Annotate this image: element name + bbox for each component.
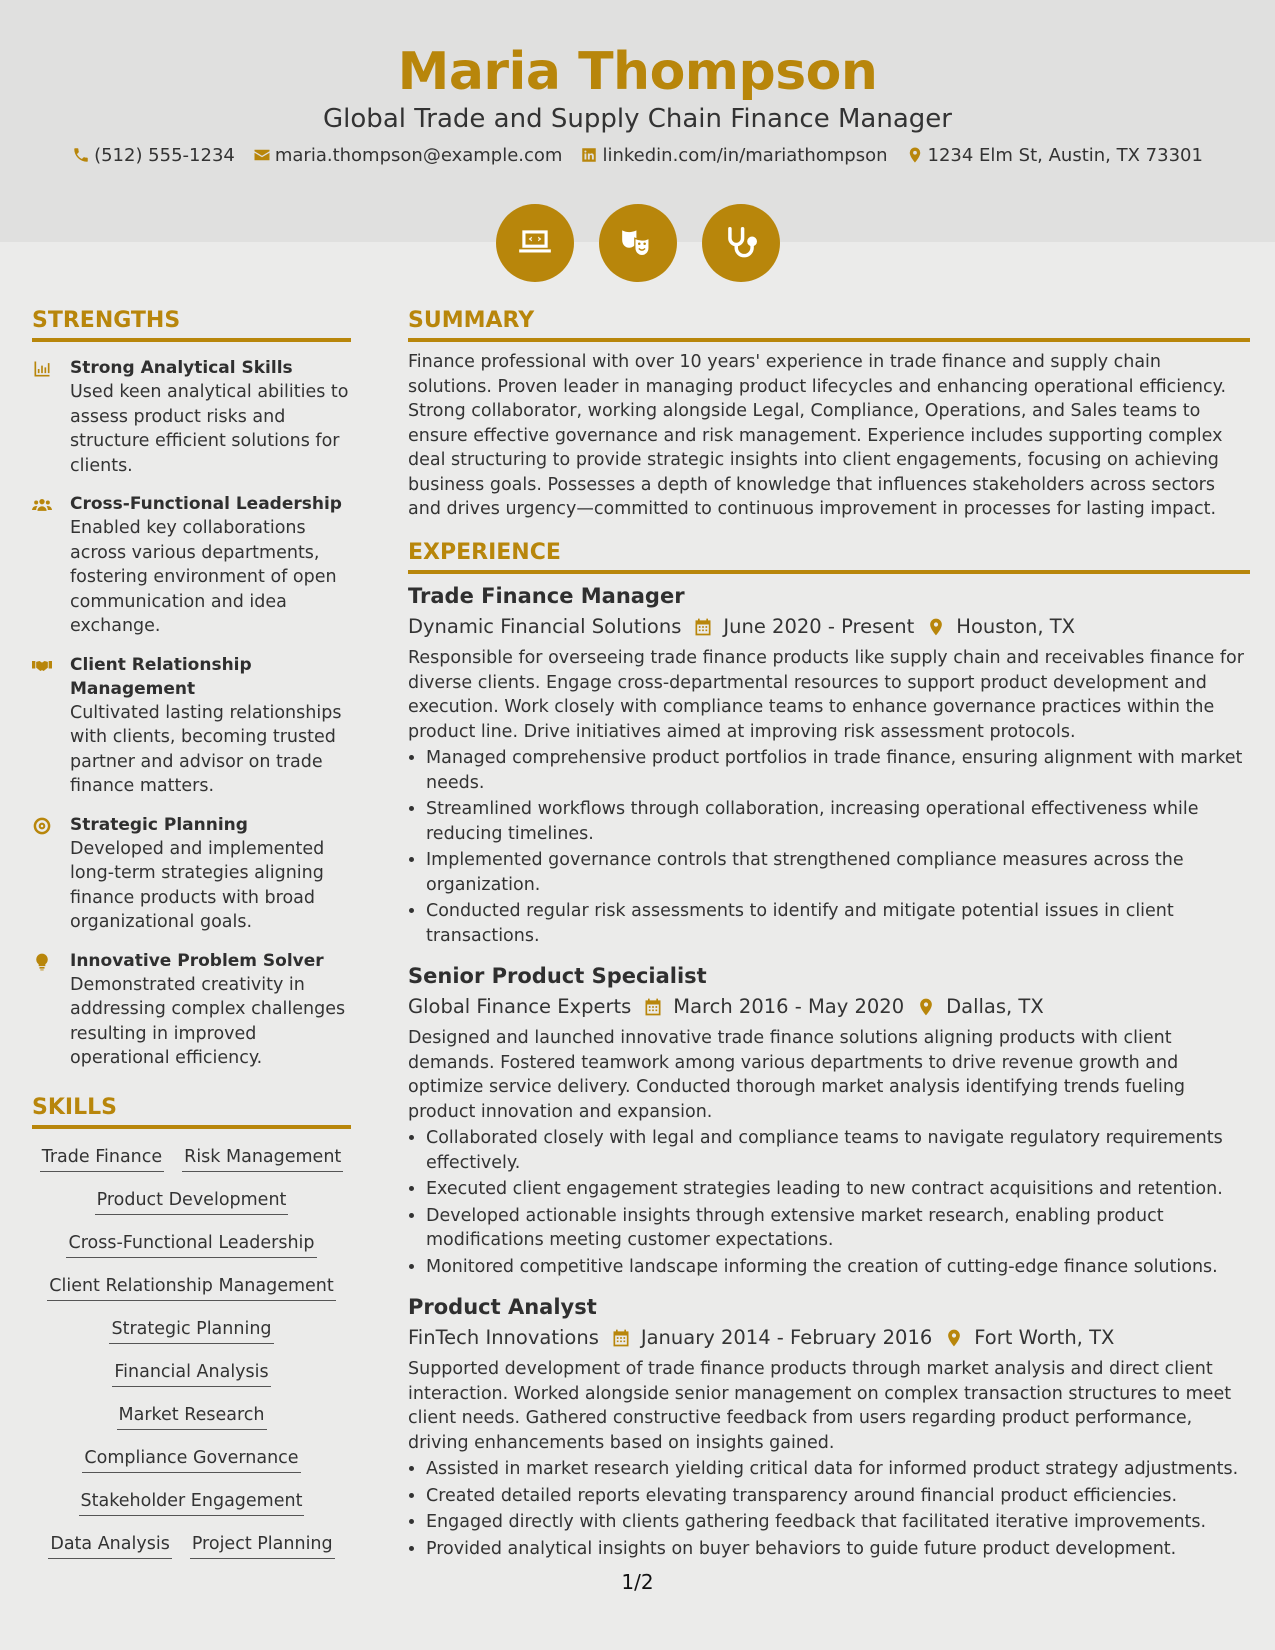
chart-bar-icon [32,359,52,379]
skill-tag: Cross-Functional Leadership [66,1231,316,1258]
summary-heading: SUMMARY [408,308,1250,342]
calendar-icon [693,617,713,637]
bullseye-icon [32,816,52,836]
job-description: Responsible for overseeing trade finance products like supply chain and receivables finance for diverse clients. Engage cross-departmental resources to support product development and execution. Work closely with compliance teams to enhance governance practices within the product line. Drive initiatives aimed at improving risk assessment protocols. [408,648,1244,742]
calendar-icon [611,1328,631,1348]
page-number: 1/2 [621,1570,654,1594]
skills-heading: SKILLS [32,1095,351,1129]
linkedin-icon [580,146,598,164]
job-company: Dynamic Financial Solutions [408,615,682,639]
job-title: Product Analyst [408,1295,597,1320]
skill-tag: Financial Analysis [112,1360,270,1387]
map-pin-icon [916,997,936,1017]
lightbulb-icon [32,952,52,972]
job-bullet: • Monitored competitive landscape informing the creation of cutting-edge finance solutions. [426,1255,1250,1280]
laptop-code-icon [516,224,554,262]
stethoscope-badge [702,204,780,282]
job-bullets [426,746,1250,948]
job-bullets [426,1457,1250,1561]
contact-bar [0,145,1275,166]
job-bullets [426,1126,1250,1279]
job-bullet: • Conducted regular risk assessments to identify and mitigate potential issues in client transactions. [426,899,1250,948]
users-icon [32,495,52,515]
contact-email[interactable] [253,145,563,166]
strength-item [32,356,351,478]
resume-header [0,44,1275,166]
right-column [408,308,1250,1561]
strength-item [32,949,351,1071]
strength-desc: Developed and implemented long-term strategies aligning finance products with broad organizational goals. [70,838,325,933]
skill-tag: Compliance Governance [82,1446,300,1473]
job-location: Fort Worth, TX [974,1326,1115,1350]
skill-tag: Strategic Planning [109,1317,273,1344]
linkedin-text: linkedin.com/in/mariathompson [602,144,888,166]
skill-tag: Stakeholder Engagement [79,1489,305,1516]
job-bullet: • Implemented governance controls that strengthened compliance measures across the organization. [426,848,1250,897]
job-entry [408,582,1250,948]
strength-item [32,653,351,799]
job-company: Global Finance Experts [408,995,632,1019]
summary-text: Finance professional with over 10 years' experience in trade finance and supply chain solutions. Proven leader in managing product lifecycles and enhancing operational efficiency. Strong collaborator, working alongside Legal, Compliance, Operations, and Sales teams to ensure effective governance and risk management. Experience includes supporting complex deal structuring to provide strategic insights into client engagements, focusing on achieving business goals. Possesses a depth of knowledge that influences stakeholders across sectors and drives urgency—committed to continuous improvement in processes for lasting impact. [408,352,1227,520]
skill-tag: Data Analysis [48,1532,171,1559]
skill-tag: Trade Finance [40,1145,164,1172]
job-description: Supported development of trade finance products through market analysis and direct client interaction. Worked alongside senior management on complex transaction structures to meet client needs. Gathered constructive feedback from users regarding product performance, driving enhancements based on insights gained. [408,1359,1232,1453]
strength-name: Strategic Planning [70,814,248,835]
job-entry [408,1293,1250,1561]
envelope-icon [253,146,271,164]
strength-item [32,813,351,935]
phone-text: (512) 555-1234 [94,144,235,166]
map-pin-icon [926,617,946,637]
job-bullet: • Collaborated closely with legal and compliance teams to navigate regulatory requirements effectively. [426,1126,1250,1175]
badge-row [0,204,1275,282]
job-title: Senior Product Specialist [408,964,707,989]
strength-desc: Enabled key collaborations across various departments, fostering environment of open communication and idea exchange. [70,518,337,637]
strength-name: Innovative Problem Solver [70,950,324,971]
strength-name: Cross-Functional Leadership [70,494,342,515]
skill-tag: Client Relationship Management [47,1274,336,1301]
laptop-code-badge [496,204,574,282]
job-dates: June 2020 - Present [723,615,915,639]
job-description: Designed and launched innovative trade finance solutions aligning products with client demands. Fostered teamwork among various departments to drive revenue growth and optimize service delivery. Conducted thorough market analysis identifying trends fueling product innovation and expansion. [408,1028,1186,1122]
strength-name: Strong Analytical Skills [70,358,293,379]
skills-list [32,1145,351,1559]
strength-item [32,492,351,639]
job-entry [408,962,1250,1279]
job-bullet: • Assisted in market research yielding critical data for informed product strategy adjustments. [426,1457,1250,1482]
strength-desc: Cultivated lasting relationships with clients, becoming trusted partner and advisor on trade finance matters. [70,702,342,797]
candidate-title: Global Trade and Supply Chain Finance Manager [323,104,952,135]
address-text: 1234 Elm St, Austin, TX 73301 [927,144,1203,166]
job-dates: March 2016 - May 2020 [673,995,905,1019]
experience-heading: EXPERIENCE [408,540,1250,574]
job-bullet: • Managed comprehensive product portfolios in trade finance, ensuring alignment with market needs. [426,746,1250,795]
job-title: Trade Finance Manager [408,584,685,609]
stethoscope-icon [722,224,760,262]
strength-name: Client Relationship Management [70,654,252,699]
strength-desc: Demonstrated creativity in addressing complex challenges resulting in improved operational efficiency. [70,974,346,1069]
contact-address [906,145,1203,166]
job-location: Dallas, TX [946,995,1044,1019]
job-bullet: • Created detailed reports elevating transparency around financial product efficiencies. [426,1484,1250,1509]
job-bullet: • Engaged directly with clients gathering feedback that facilitated iterative improvements. [426,1510,1250,1535]
job-meta [408,1325,1250,1351]
map-pin-icon [906,146,924,164]
theater-masks-icon [619,224,657,262]
left-column [32,308,351,1559]
contact-linkedin[interactable] [580,145,887,166]
strength-desc: Used keen analytical abilities to assess product risks and structure efficient solutions for clients. [70,382,349,476]
handshake-icon [32,656,52,676]
job-bullet: • Executed client engagement strategies leading to new contract acquisitions and retention. [426,1177,1250,1202]
phone-icon [72,146,90,164]
job-bullet: • Developed actionable insights through extensive market research, enabling product modifications meeting customer expectations. [426,1204,1250,1253]
job-bullet: • Provided analytical insights on buyer behaviors to guide future product development. [426,1537,1250,1562]
job-meta [408,614,1250,640]
strengths-heading: STRENGTHS [32,308,351,342]
job-company: FinTech Innovations [408,1326,599,1350]
skill-tag: Product Development [95,1188,289,1215]
theater-masks-badge [599,204,677,282]
contact-phone[interactable] [72,145,235,166]
job-dates: January 2014 - February 2016 [640,1326,933,1350]
candidate-name: Maria Thompson [397,42,878,102]
skill-tag: Market Research [117,1403,267,1430]
job-location: Houston, TX [956,615,1075,639]
map-pin-icon [944,1328,964,1348]
calendar-icon [643,997,663,1017]
job-meta [408,994,1250,1020]
job-bullet: • Streamlined workflows through collaboration, increasing operational effectiveness while reducing timelines. [426,797,1250,846]
skill-tag: Project Planning [190,1532,335,1559]
skill-tag: Risk Management [182,1145,343,1172]
email-text: maria.thompson@example.com [274,144,563,166]
